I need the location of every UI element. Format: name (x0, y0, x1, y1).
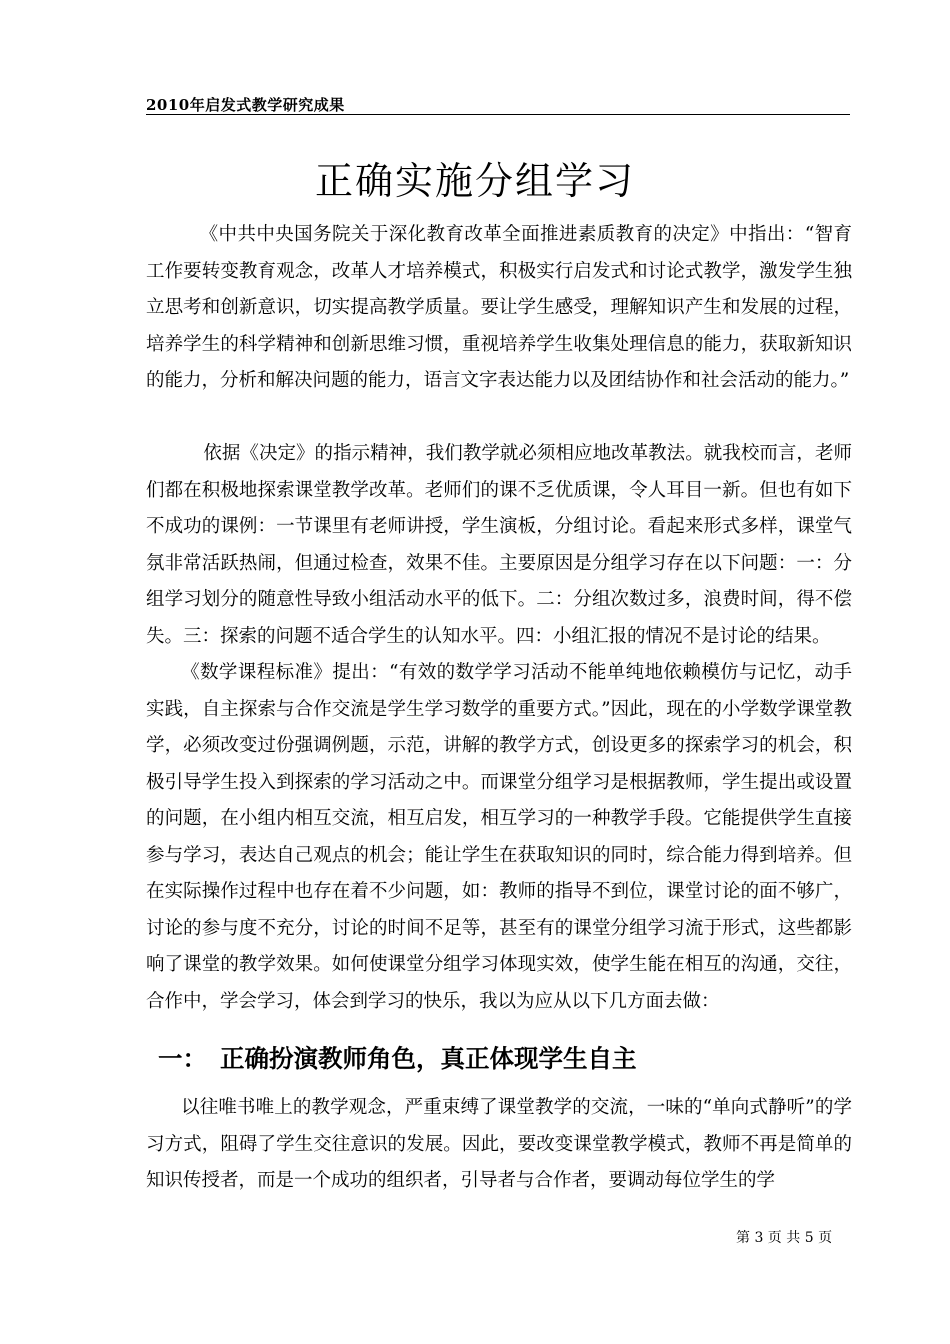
section-title: 正确扮演教师角色，真正体现学生自主 (220, 1044, 637, 1073)
page-number: 第 3 页 共 5 页 (736, 1230, 833, 1246)
paragraph-curriculum-standard: 《数学课程标准》提出：“有效的数学学习活动不能单纯地依赖模仿与记忆，动手实践，自主探索与合作交流是学生学习数学的重要方式。”因此，现在的小学数学课堂教学，必须改变过份强调例题，示范，讲解的教学方式，创设更多的探索学习的机会，积极引导学生投入到探索的学习活动之中。而课堂分组学习是根据教师，学生提出或设置的问题，在小组内相互交流，相互启发，相互学习的一种教学手段。它能提供学生直接参与学习，表达自己观点的机会；能让学生在获取知识的同时，综合能力得到培养。但在实际操作过程中也存在着不少问题，如：教师的指导不到位，课堂讨论的面不够广，讨论的参与度不充分，讨论的时间不足等，甚至有的课堂分组学习流于形式，这些都影响了课堂的教学效果。如何使课堂分组学习体现实效，使学生能在相互的沟通，交往，合作中，学会学习，体会到学习的快乐，我以为应从以下几方面去做： (146, 662, 852, 1012)
paragraph-quote-decision: 《中共中央国务院关于深化教育改革全面推进素质教育的决定》中指出：“智育工作要转变教育观念，改革人才培养模式，积极实行启发式和讨论式教学，激发学生独立思考和创新意识，切实提高教学质量。要让学生感受，理解知识产生和发展的过程，培养学生的科学精神和创新思维习惯，重视培养学生收集处理信息的能力，获取新知识的能力，分析和解决问题的能力，语言文字表达能力以及团结协作和社会活动的能力。” (146, 224, 852, 391)
paragraph-section-one: 以往唯书唯上的教学观念，严重束缚了课堂教学的交流，一味的“单向式静听”的学习方式，阻碍了学生交往意识的发展。因此，要改变课堂教学模式，教师不再是简单的知识传授者，而是一个成功的组织者，引导者与合作者，要调动每位学生的学 (146, 1097, 852, 1191)
header-divider (146, 114, 850, 115)
section-heading (158, 1040, 637, 1075)
running-header: 2010年启发式教学研究成果 (146, 96, 345, 114)
section-number: 一： (158, 1044, 207, 1073)
paragraph-school-practice: 依据《决定》的指示精神，我们教学就必须相应地改革教法。就我校而言，老师们都在积极地探索课堂教学改革。老师们的课不乏优质课，令人耳目一新。但也有如下不成功的课例：一节课里有老师讲授，学生演板，分组讨论。看起来形式多样，课堂气氛非常活跃热闹，但通过检查，效果不佳。主要原因是分组学习存在以下问题：一：分组学习划分的随意性导致小组活动水平的低下。二：分组次数过多，浪费时间，得不偿失。三：探索的问题不适合学生的认知水平。四：小组汇报的情况不是讨论的结果。 (146, 443, 852, 647)
document-title: 正确实施分组学习 (314, 159, 635, 203)
